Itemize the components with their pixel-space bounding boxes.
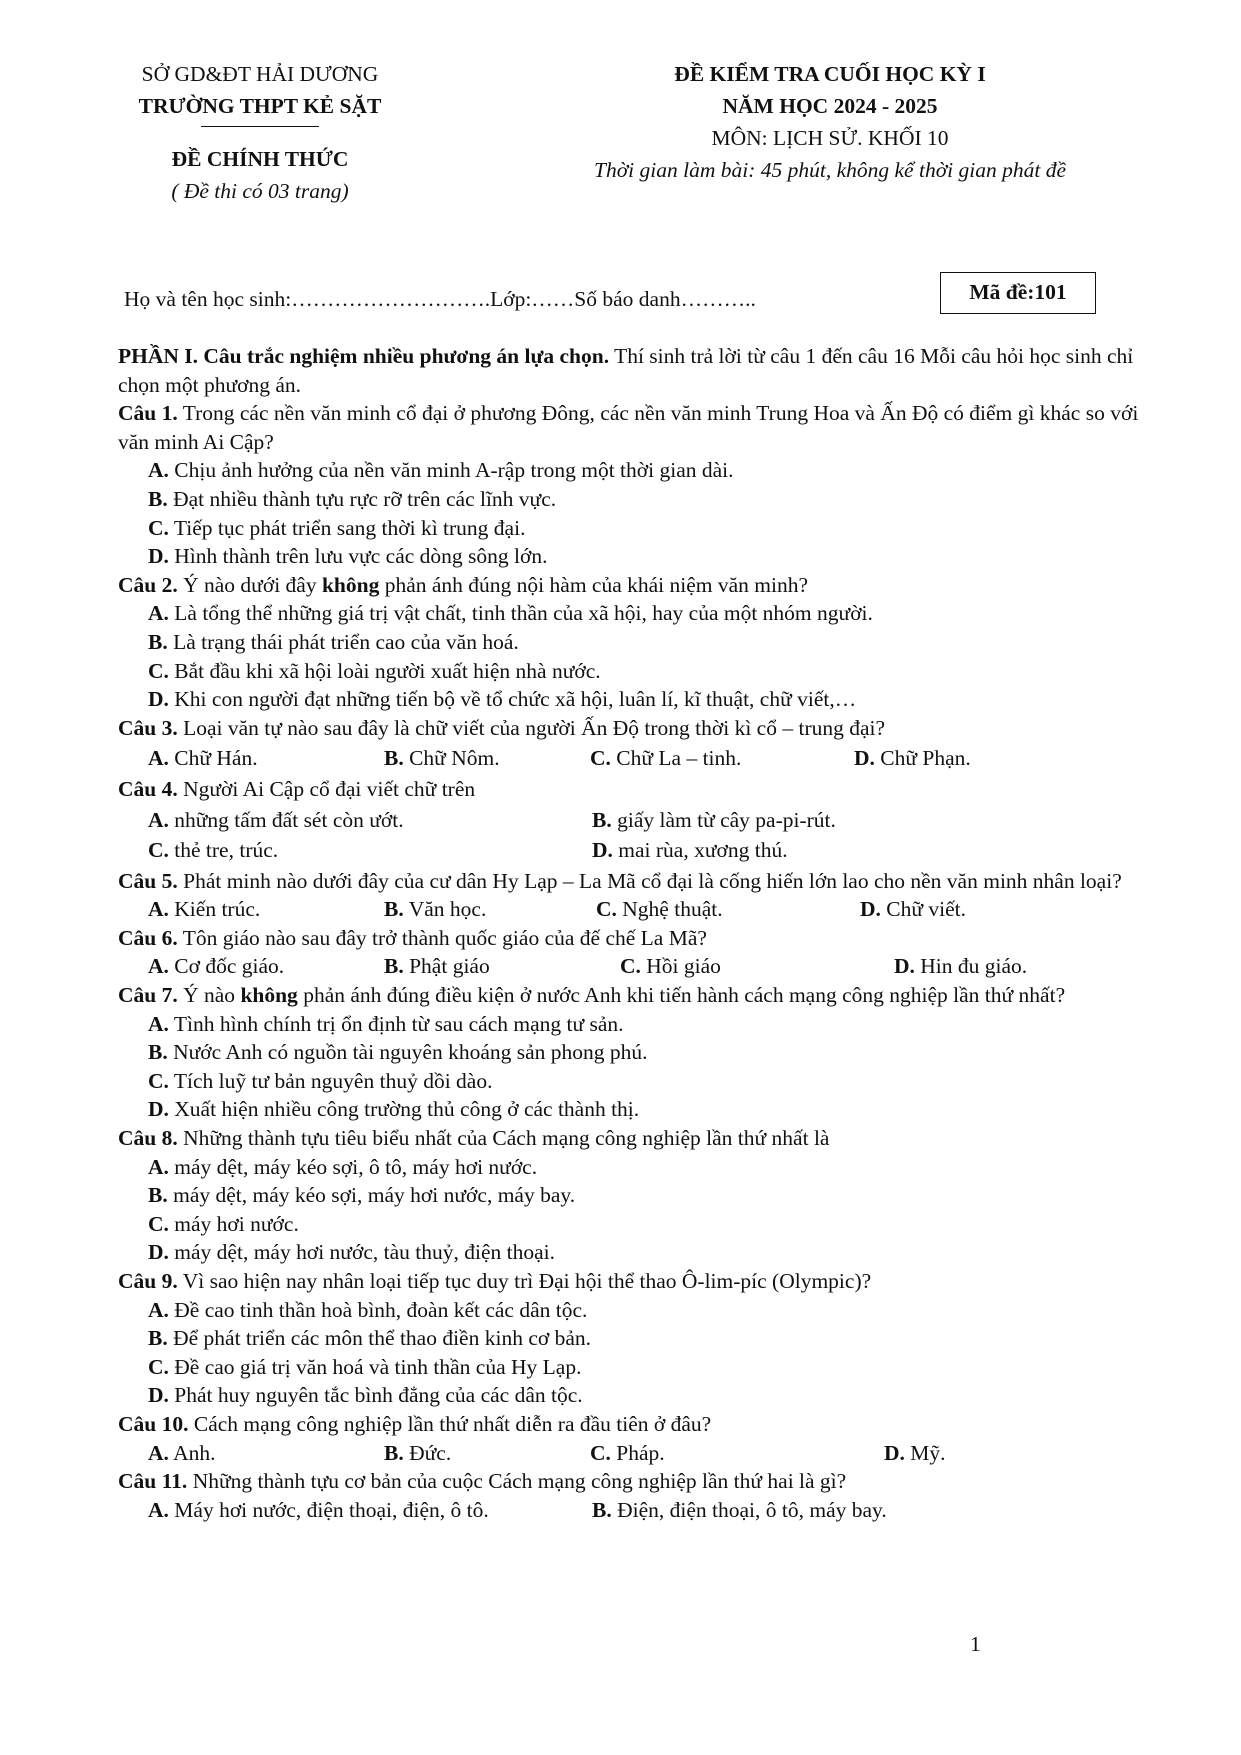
question-text: Tôn giáo nào sau đây trở thành quốc giáo của đế chế La Mã? (177, 925, 707, 950)
option-a: A. Anh. (148, 1440, 216, 1465)
option-d: D. Mỹ. (884, 1440, 946, 1465)
question-text: Phát minh nào dưới đây của cư dân Hy Lạp – La Mã cổ đại là cống hiến lớn lao cho nền văn minh nhân loại? (177, 868, 1122, 893)
option-a: A. máy dệt, máy kéo sợi, ô tô, máy hơi nước. (148, 1154, 538, 1179)
options-row (118, 895, 1152, 924)
option-a: A. Chữ Hán. (148, 746, 258, 771)
option-c: C. máy hơi nước. (148, 1211, 299, 1236)
option-a: A. Cơ đốc giáo. (148, 954, 285, 979)
subject-line: MÔN: LỊCH SỬ. KHỐI 10 (711, 126, 949, 150)
question-11 (118, 1467, 1152, 1524)
exam-code-box: Mã đề:101 (940, 272, 1096, 314)
option-a: A. những tấm đất sét còn ướt. (148, 807, 404, 832)
question-text: Vì sao hiện nay nhân loại tiếp tục duy trì Đại hội thể thao Ô-lim-píc (Olympic)? (177, 1269, 872, 1293)
question-text: Cách mạng công nghiệp lần thứ nhất diễn ra đầu tiên ở đâu? (188, 1411, 712, 1436)
official-label: ĐỀ CHÍNH THỨC (171, 147, 349, 171)
question-text: Loại văn tự nào sau đây là chữ viết của người Ấn Độ trong thời kì cổ – trung đại? (177, 715, 886, 740)
question-text: Người Ai Cập cổ đại viết chữ trên (177, 776, 476, 801)
question-7: Câu 7. Ý nào không phản ánh đúng điều kiện ở nước Anh khi tiến hành cách mạng công nghiệp lần thứ nhất? A. Tình hình chính trị ổn định từ sau cách mạng tư sản. B. Nước Anh có nguồn tài nguyên khoáng sản phong phú. C. Tích luỹ tư bản nguyên thuỷ dồi dào. D. Xuất hiện nhiều công trường thủ công ở các thành thị. (118, 981, 1152, 1124)
student-info-line: Họ và tên học sinh:……………………….Lớp:……Số báo danh……….. (124, 287, 756, 311)
option-d: D. Khi con người đạt những tiến bộ về tổ chức xã hội, luân lí, kĩ thuật, chữ viết,… (148, 687, 857, 712)
option-b: B. Văn học. (384, 897, 487, 922)
option-c: C. Tích luỹ tư bản nguyên thuỷ dồi dào. (148, 1068, 493, 1093)
option-d: D. Hin đu giáo. (894, 954, 1028, 979)
option-b: B. giấy làm từ cây pa-pi-rút. (592, 807, 836, 832)
option-d: D. Phát huy nguyên tắc bình đẳng của các dân tộc. (148, 1383, 583, 1408)
question-text: Trong các nền văn minh cổ đại ở phương Đông, các nền văn minh Trung Hoa và Ấn Độ có điểm gì khác so với văn minh Ai Cập? (118, 401, 1139, 454)
header-right (540, 58, 1120, 186)
option-d: D. máy dệt, máy hơi nước, tàu thuỷ, điện thoại. (148, 1240, 555, 1265)
options-row (118, 1496, 1152, 1525)
options-row (118, 806, 1152, 835)
option-b: B. Nước Anh có nguồn tài nguyên khoáng sản phong phú. (148, 1040, 648, 1065)
option-b: B. Để phát triển các môn thể thao điền kinh cơ bản. (148, 1326, 592, 1351)
options-row (118, 836, 1152, 865)
option-c: C. Bắt đầu khi xã hội loài người xuất hiện nhà nước. (148, 658, 601, 683)
option-c: C. Tiếp tục phát triển sang thời kì trung đại. (148, 515, 526, 540)
option-b: B. Điện, điện thoại, ô tô, máy bay. (592, 1497, 887, 1522)
question-8 (118, 1124, 1152, 1267)
question-label: Câu 3. (118, 715, 178, 740)
question-1 (118, 399, 1152, 571)
question-text: Những thành tựu cơ bản của cuộc Cách mạng công nghiệp lần thứ hai là gì? (187, 1469, 847, 1494)
option-c: C. Hồi giáo (620, 954, 721, 979)
question-label: Câu 11. (118, 1469, 188, 1494)
question-9 (118, 1267, 1152, 1410)
option-d: D. Xuất hiện nhiều công trường thủ công ở các thành thị. (148, 1097, 640, 1122)
option-c: C. Đề cao giá trị văn hoá và tinh thần của Hy Lạp. (148, 1354, 582, 1379)
option-c: C. Nghệ thuật. (596, 897, 723, 922)
option-c: C. Pháp. (590, 1440, 665, 1465)
part-title: PHẦN I. Câu trắc nghiệm nhiều phương án lựa chọn. (118, 344, 610, 368)
question-label: Câu 10. (118, 1411, 189, 1436)
question-label: Câu 6. (118, 925, 178, 950)
option-b: B. Đức. (384, 1440, 452, 1465)
options-row (118, 1439, 1152, 1468)
part-instruction: Thí sinh trả lời từ câu 1 đến câu 16 Mỗi câu hỏi học sinh chỉ chọn một phương án. (118, 344, 1134, 397)
question-2: Câu 2. Ý nào dưới đây không phản ánh đúng nội hàm của khái niệm văn minh? A. Là tổng thể những giá trị vật chất, tinh thần của xã hội, hay của một nhóm người. B. Là trạng thái phát triển cao của văn hoá. C. Bắt đầu khi xã hội loài người xuất hiện nhà nước. D. Khi con người đạt những tiến bộ về tổ chức xã hội, luân lí, kĩ thuật, chữ viết,… (118, 571, 1152, 714)
exam-title: ĐỀ KIỂM TRA CUỐI HỌC KỲ I (674, 62, 986, 86)
time-note: Thời gian làm bài: 45 phút, không kể thời gian phát đề (593, 158, 1067, 182)
option-a: A. Chịu ảnh hưởng của nền văn minh A-rập trong một thời gian dài. (148, 458, 734, 483)
question-label: Câu 5. (118, 868, 178, 893)
pages-note: ( Đề thi có 03 trang) (171, 179, 349, 203)
options-row (118, 744, 1152, 773)
option-a: A. Là tổng thể những giá trị vật chất, tinh thần của xã hội, hay của một nhóm người. (148, 601, 873, 626)
option-b: B. Phật giáo (384, 954, 490, 979)
question-label: Câu 8. (118, 1126, 178, 1151)
question-4 (118, 775, 1152, 865)
option-d: D. Chữ viết. (860, 897, 967, 922)
question-label: Câu 7. (118, 983, 178, 1008)
school-name: TRƯỜNG THPT KẺ SẶT (138, 94, 382, 118)
school-underline (201, 126, 319, 127)
options-row (118, 952, 1152, 981)
question-label: Câu 2. (118, 572, 178, 597)
school-year: NĂM HỌC 2024 - 2025 (722, 94, 938, 118)
part-heading (118, 342, 1152, 399)
department-name: SỞ GD&ĐT HẢI DƯƠNG (141, 62, 379, 86)
option-a: A. Máy hơi nước, điện thoại, điện, ô tô. (148, 1497, 489, 1522)
question-10 (118, 1410, 1152, 1467)
option-a: A. Đề cao tinh thần hoà bình, đoàn kết các dân tộc. (148, 1297, 588, 1322)
option-b: B. Chữ Nôm. (384, 746, 500, 771)
question-label: Câu 9. (118, 1269, 178, 1293)
option-d: D. Hình thành trên lưu vực các dòng sông lớn. (148, 544, 548, 569)
page-number: 1 (970, 1632, 981, 1656)
question-5 (118, 867, 1152, 924)
question-label: Câu 1. (118, 401, 178, 426)
option-a: A. Tình hình chính trị ổn định từ sau cách mạng tư sản. (148, 1011, 624, 1036)
question-3 (118, 714, 1152, 773)
option-c: C. Chữ La – tinh. (590, 746, 742, 771)
exam-body (118, 342, 1152, 1524)
header-left (130, 58, 390, 207)
option-b: B. máy dệt, máy kéo sợi, máy hơi nước, máy bay. (148, 1183, 576, 1208)
question-6 (118, 924, 1152, 981)
option-d: D. Chữ Phạn. (854, 746, 971, 771)
option-a: A. Kiến trúc. (148, 897, 261, 922)
question-text: Những thành tựu tiêu biểu nhất của Cách mạng công nghiệp lần thứ nhất là (177, 1126, 830, 1151)
option-d: D. mai rùa, xương thú. (592, 838, 788, 863)
question-label: Câu 4. (118, 776, 178, 801)
option-b: B. Là trạng thái phát triển cao của văn hoá. (148, 629, 519, 654)
option-b: B. Đạt nhiều thành tựu rực rỡ trên các lĩnh vực. (148, 486, 557, 511)
option-c: C. thẻ tre, trúc. (148, 838, 279, 863)
